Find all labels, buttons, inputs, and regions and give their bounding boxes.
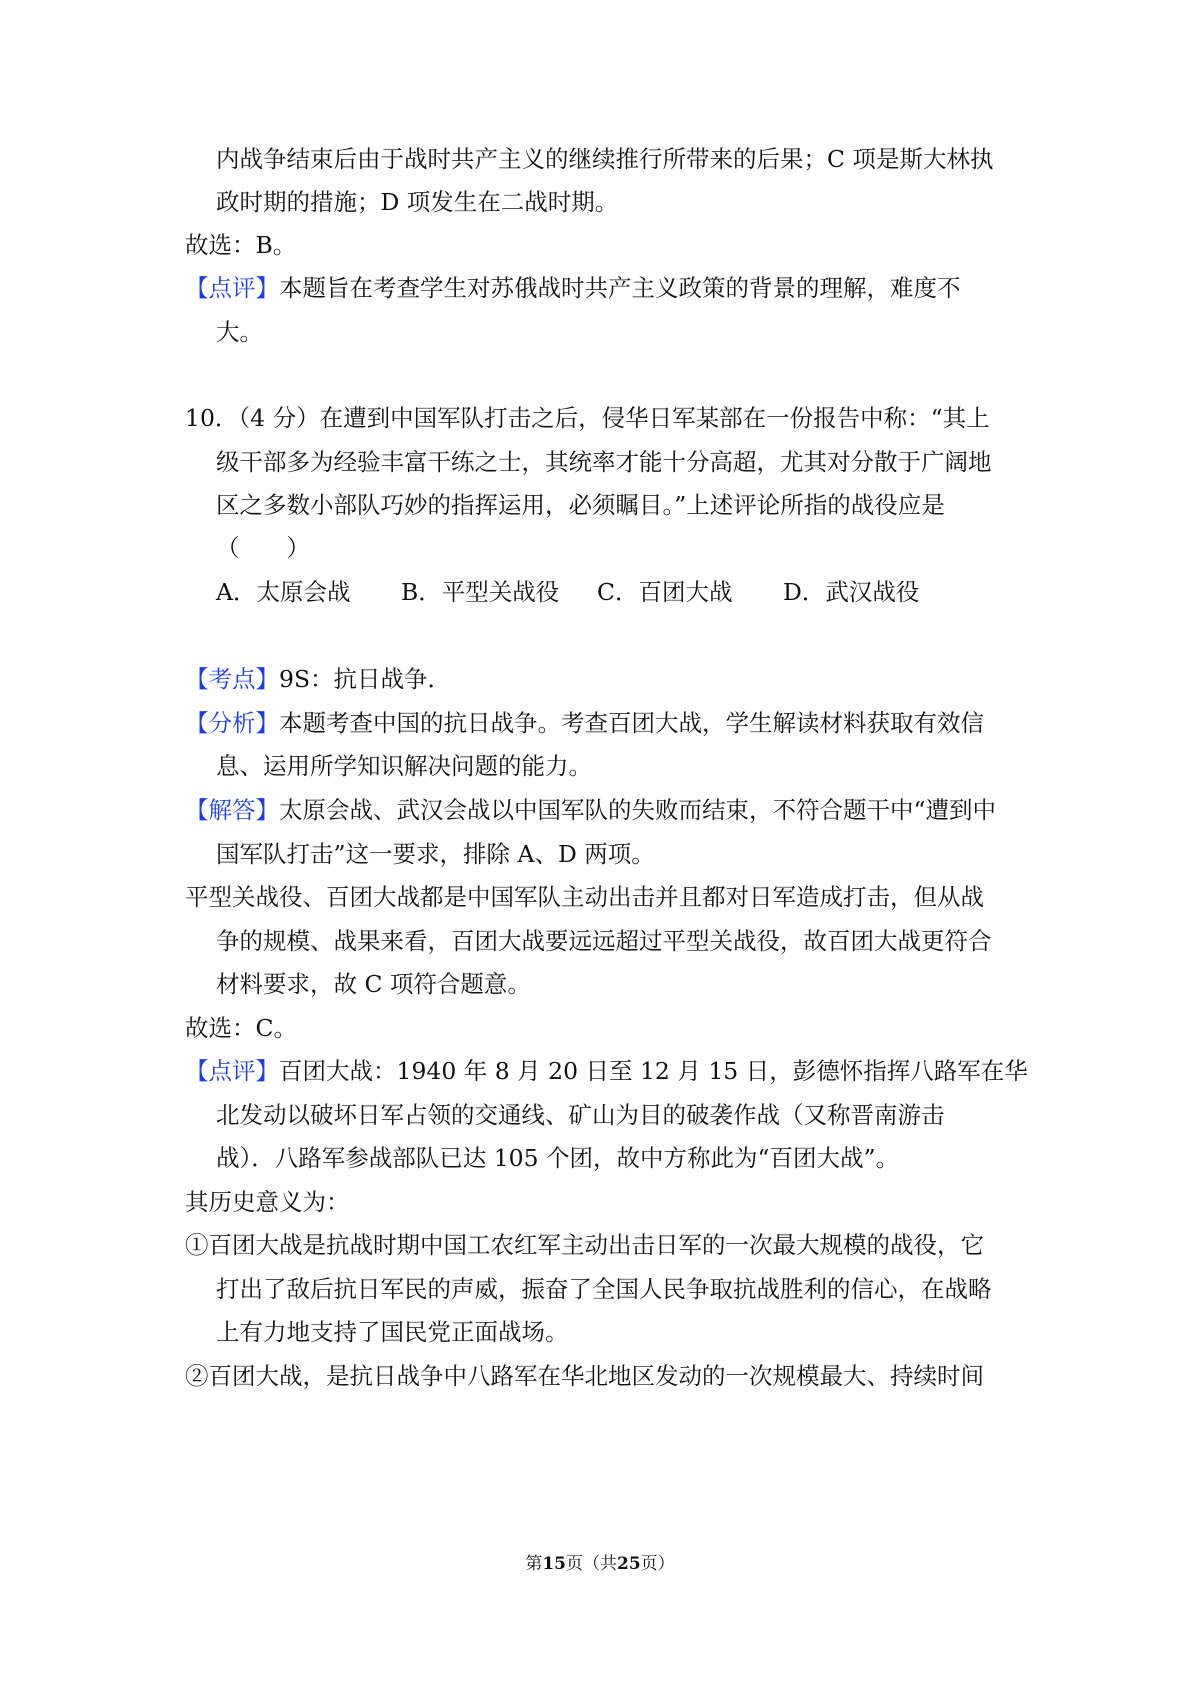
kaodian-tag: 【考点】 [185,665,279,693]
footer-text: 第 [525,1554,543,1574]
fenxi-tag: 【分析】 [185,709,279,737]
comment-line: 大。 [216,318,263,346]
footer-text: 页） [640,1554,675,1574]
dianping-line: 北发动以破坏日军占领的交通线、矿山为目的破袭作战（又称晋南游击 [216,1101,945,1129]
question-stem-line: （ ） [216,534,310,562]
options-row [216,576,919,608]
question-stem-line: 10．（4 分）在遭到中国军队打击之后，侵华日军某部在一份报告中称：“其上 [185,404,990,432]
question-stem-line: 级干部多为经验丰富干练之士，其统率才能十分高超，尤其对分散于广阔地 [216,448,992,476]
answer-line: 故选：B。 [185,231,297,259]
answer-line: 故选：C。 [185,1014,297,1042]
significance-point-1: 打出了敌后抗日军民的声威，振奋了全国人民争取抗战胜利的信心，在战略 [216,1275,992,1303]
fenxi-line: 息、运用所学知识解决问题的能力。 [216,752,592,780]
option-d: D．武汉战役 [783,578,920,606]
comment-text: 本题旨在考查学生对苏俄战时共产主义政策的背景的理解，难度不 [279,274,961,302]
explanation-line: 平型关战役、百团大战都是中国军队主动出击并且都对日军造成打击，但从战 [185,883,984,911]
significance-point-1: ①百团大战是抗战时期中国工农红军主动出击日军的一次最大规模的战役，它 [185,1231,984,1259]
question-stem-line: 区之多数小部队巧妙的指挥运用，必须瞩目。”上述评论所指的战役应是 [216,491,945,519]
page-footer [0,1552,1200,1576]
significance-point-2: ②百团大战，是抗日战争中八路军在华北地区发动的一次规模最大、持续时间 [185,1362,984,1390]
kaodian-text: 9S：抗日战争． [279,665,452,693]
option-b: B．平型关战役 [401,578,560,606]
dianping-line: 战）．八路军参战部队已达 105 个团，故中方称此为“百团大战”。 [216,1144,900,1172]
dianping-text: 百团大战：1940 年 8 月 20 日至 12 月 15 日，彭德怀指挥八路军在华 [279,1057,1028,1085]
kaodian-line [185,663,451,695]
total-page-number: 25 [617,1554,641,1574]
option-a: A．太原会战 [216,578,351,606]
jieda-tag: 【解答】 [185,796,279,824]
analysis-continuation-line: 政时期的措施；D 项发生在二战时期。 [216,188,619,216]
footer-text: 页（共 [566,1554,617,1574]
analysis-continuation-line: 内战争结束后由于战时共产主义的继续推行所带来的后果；C 项是斯大林执 [216,145,994,173]
comment-tag: 【点评】 [185,274,279,302]
explanation-line: 材料要求，故 C 项符合题意。 [216,970,531,998]
dianping-tag: 【点评】 [185,1057,279,1085]
current-page-number: 15 [542,1554,566,1574]
significance-intro: 其历史意义为： [185,1188,350,1216]
dianping-line [185,1055,1028,1087]
comment-line [185,272,961,304]
option-c: C．百团大战 [597,578,733,606]
jieda-line: 国军队打击”这一要求，排除 A、D 两项。 [216,840,655,868]
fenxi-line [185,707,984,739]
significance-point-1: 上有力地支持了国民党正面战场。 [216,1318,569,1346]
fenxi-text: 本题考查中国的抗日战争。考查百团大战，学生解读材料获取有效信 [279,709,984,737]
jieda-line [185,794,996,826]
jieda-text: 太原会战、武汉会战以中国军队的失败而结束，不符合题干中“遭到中 [279,796,997,824]
explanation-line: 争的规模、战果来看，百团大战要远远超过平型关战役，故百团大战更符合 [216,927,992,955]
